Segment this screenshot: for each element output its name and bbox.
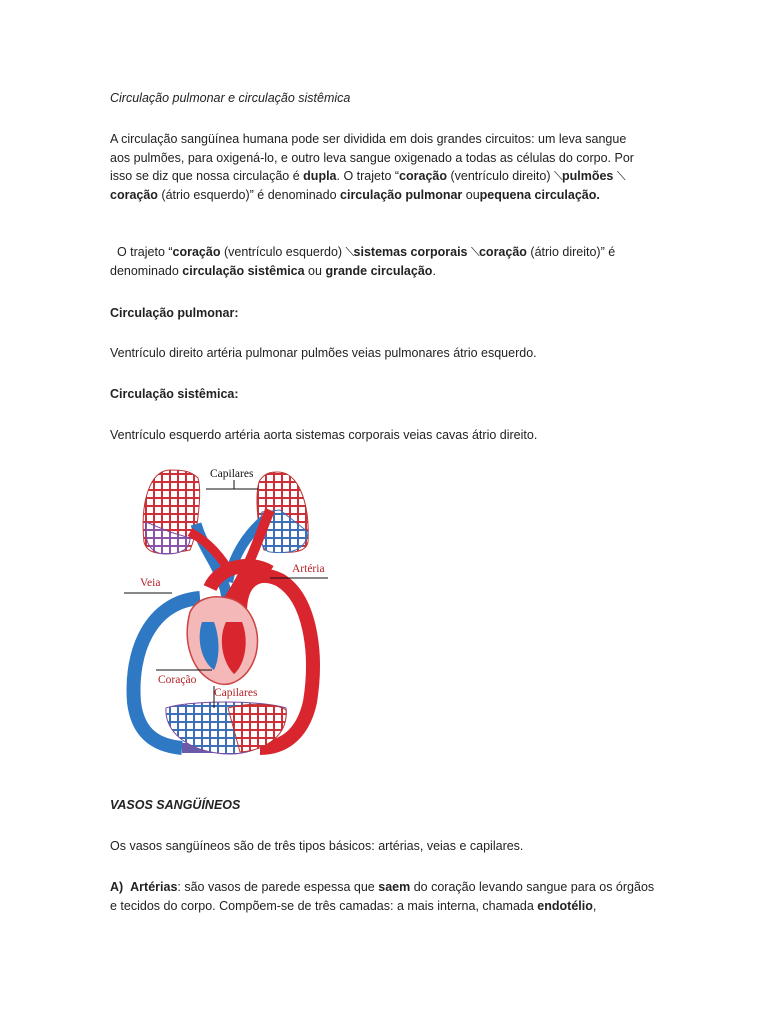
bold-run: A) <box>110 880 124 894</box>
text-run: ou <box>304 263 326 278</box>
bold-run: coração <box>110 187 158 202</box>
systemic-paragraph <box>110 243 650 280</box>
bold-run: endotélio <box>537 898 593 913</box>
text-run: . <box>432 263 436 278</box>
arrow-icon: ⟍ <box>470 245 480 259</box>
heading-text: Circulação pulmonar: <box>110 306 239 320</box>
bold-run: coração <box>478 245 527 259</box>
bold-run: coração <box>399 169 447 183</box>
bold-run: circulação sistêmica <box>182 263 305 278</box>
intro-paragraph <box>110 130 640 204</box>
label-coracao: Coração <box>158 674 197 686</box>
vessels-heading <box>110 796 650 815</box>
text-run: ou <box>462 187 480 202</box>
arteries-paragraph <box>110 878 655 915</box>
bold-run: pequena circulação. <box>479 187 600 202</box>
label-veia: Veia <box>140 577 161 589</box>
bold-run: grande circulação <box>325 263 433 278</box>
text-run: A circulação sangüínea humana pode ser dividida em dois grandes circuitos: um leva sangue aos pulmões, para oxigená-lo, e outro leva sangue oxigenado a todas as células do corpo. Por isso se diz que nossa circulação é <box>110 132 634 183</box>
page-title: Circulação pulmonar e circulação sistêmica <box>110 91 351 105</box>
text-run: (ventrículo direito) <box>447 169 554 183</box>
heading-text: VASOS SANGÜÍNEOS <box>110 798 241 812</box>
bold-run: dupla <box>303 169 337 183</box>
heading-text: Circulação sistêmica: <box>110 387 239 401</box>
bold-run: pulmões <box>561 169 614 183</box>
arrow-icon: ⟍ <box>616 169 626 183</box>
label-arteria: Artéria <box>292 563 325 575</box>
bold-run: saem <box>378 880 411 894</box>
bold-run: sistemas corporais <box>353 245 468 259</box>
text-run: do coração levando sangue para os órgãos e tecidos do corpo. Compõem-se de três camadas: a mais interna, chamada <box>110 880 655 913</box>
text-run: . O trajeto “ <box>336 169 400 183</box>
text-run: (ventrículo esquerdo) <box>220 245 346 259</box>
bold-run: Artérias <box>130 880 178 894</box>
text-run: , <box>592 898 597 913</box>
text-run: (átrio direito)” é denominado <box>110 245 616 278</box>
label-capilares-bottom: Capilares <box>214 687 258 699</box>
systemic-heading <box>110 385 650 404</box>
systemic-path: Ventrículo esquerdo artéria aorta sistemas corporais veias cavas átrio direito. <box>110 428 538 442</box>
text-run: : são vasos de parede espessa que <box>177 880 379 894</box>
text-run: O trajeto “ <box>116 245 173 259</box>
arrow-icon: ⟍ <box>553 169 563 183</box>
label-capilares-top: Capilares <box>210 468 254 480</box>
text-run: (átrio esquerdo)” é denominado <box>157 187 341 202</box>
arrow-icon: ⟍ <box>345 245 355 259</box>
vessels-intro: Os vasos sangüíneos são de três tipos básicos: artérias, veias e capilares. <box>110 839 524 853</box>
circulation-diagram <box>110 462 340 762</box>
pulmonary-heading <box>110 304 650 323</box>
pulmonary-path: Ventrículo direito artéria pulmonar pulmões veias pulmonares átrio esquerdo. <box>110 346 537 360</box>
bold-run: coração <box>172 245 221 259</box>
bold-run: circulação pulmonar <box>340 187 463 202</box>
